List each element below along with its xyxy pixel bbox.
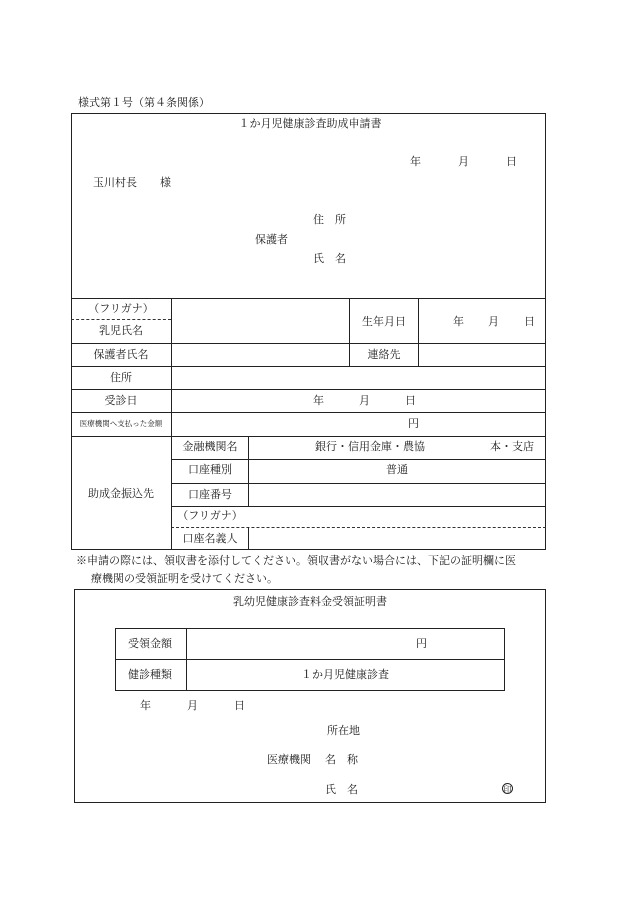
birth-year: 年: [453, 315, 464, 328]
date-year: 年: [410, 155, 421, 168]
application-title: １か月児健康診査助成申請書: [238, 117, 382, 130]
birth-day: 日: [524, 315, 535, 328]
addressee: 玉川村長: [93, 176, 137, 189]
certificate-month: 月: [187, 699, 198, 712]
exam-month: 月: [359, 394, 370, 407]
row-line: [71, 412, 546, 413]
note-line-2: 療機関の受領証明を受けてください。: [91, 572, 278, 585]
birth-month: 月: [488, 315, 499, 328]
holder-furigana-label: （フリガナ）: [177, 509, 243, 522]
applicant-address-label: 住 所: [313, 213, 346, 226]
certificate-title: 乳幼児健康診査料金受領証明書: [233, 595, 387, 608]
institution-label: 医療機関: [267, 753, 311, 766]
exam-year: 年: [313, 394, 324, 407]
received-amount-label: 受領金額: [128, 637, 172, 650]
account-holder-label: 口座名義人: [182, 532, 238, 545]
bank-name-label: 金融機関名: [182, 440, 238, 453]
exam-day: 日: [405, 394, 416, 407]
exam-type-value: １か月児健康診査: [301, 668, 389, 681]
amount-paid-yen: 円: [408, 417, 419, 430]
birth-date-label: 生年月日: [362, 315, 406, 328]
account-number-label: 口座番号: [188, 488, 232, 501]
row-line: [171, 483, 546, 484]
address-label: 住所: [110, 371, 132, 384]
branch-types: 本・支店: [490, 440, 534, 453]
col-line: [171, 298, 172, 550]
col-line: [248, 527, 249, 550]
infant-name-label: 乳児氏名: [99, 324, 143, 337]
transfer-label: 助成金振込先: [88, 487, 154, 500]
holder-furigana-divider: [171, 527, 546, 528]
date-day: 日: [506, 155, 517, 168]
received-amount-yen: 円: [416, 637, 427, 650]
account-type-value: 普通: [386, 463, 408, 476]
bank-types: 銀行・信用金庫・農協: [315, 440, 425, 453]
location-label: 所在地: [327, 724, 360, 737]
certificate-frame: [74, 589, 546, 803]
institution-title-label: 名 称: [325, 753, 358, 766]
row-line: [115, 659, 505, 660]
col-line: [248, 436, 249, 507]
row-line: [71, 366, 546, 367]
row-line: [171, 506, 546, 507]
row-line: [71, 436, 546, 437]
certificate-day: 日: [234, 699, 245, 712]
exam-date-label: 受診日: [104, 394, 138, 407]
note-line-1: ※申請の際には、領収書を添付してください。領収書がない場合には、下記の証明欄に医: [76, 554, 516, 567]
row-line: [71, 298, 546, 299]
col-line: [418, 298, 419, 366]
applicant-label: 保護者: [255, 233, 288, 246]
infant-furigana-label: （フリガナ）: [88, 302, 154, 315]
date-month: 月: [458, 155, 469, 168]
applicant-name-label: 氏 名: [313, 252, 346, 265]
honorific: 様: [160, 176, 171, 189]
col-line: [349, 298, 350, 366]
guardian-name-label: 保護者氏名: [93, 348, 149, 361]
col-line: [186, 628, 187, 691]
furigana-divider: [71, 319, 171, 320]
certificate-year: 年: [140, 699, 151, 712]
form-number: 様式第１号（第４条関係）: [78, 96, 210, 109]
row-line: [71, 389, 546, 390]
exam-type-label: 健診種類: [128, 668, 172, 681]
contact-label: 連絡先: [367, 348, 401, 361]
row-line: [71, 343, 546, 344]
certificate-name-label: 氏 名: [325, 783, 358, 796]
amount-paid-label: 医療機関へ支払った金額: [79, 419, 163, 428]
row-line: [171, 459, 546, 460]
account-type-label: 口座種別: [188, 463, 232, 476]
seal-icon: 印: [503, 785, 512, 794]
